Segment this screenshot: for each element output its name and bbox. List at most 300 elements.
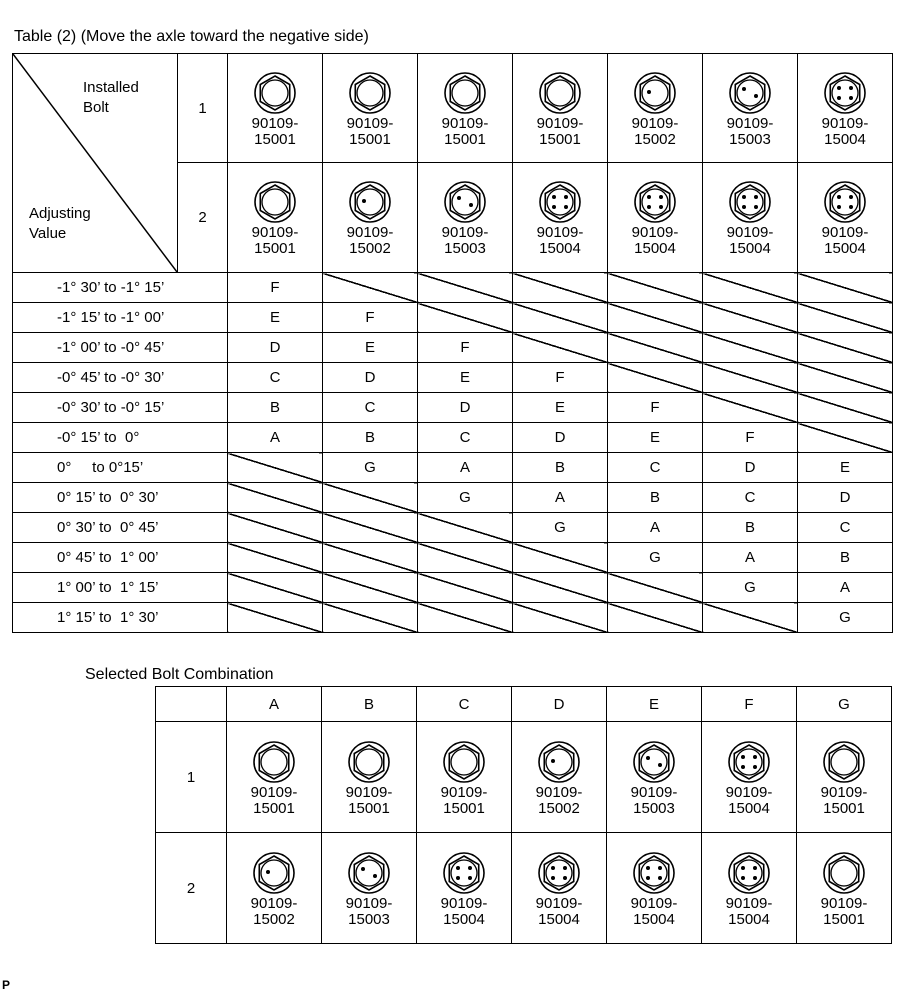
not-applicable-cell	[608, 303, 703, 333]
combo-header: C	[417, 687, 512, 722]
part-number	[822, 225, 869, 257]
combination-letter: D	[703, 453, 798, 483]
combination-letter: F	[608, 393, 703, 423]
bolt-mark-dot	[754, 94, 758, 98]
bolt-row-1-label: 1	[178, 54, 228, 163]
part-number-prefix: 90109-	[346, 224, 394, 241]
bolt-mark-dot	[552, 205, 556, 209]
part-number-suffix: 15001	[254, 240, 296, 257]
not-applicable-cell	[798, 363, 893, 393]
bolt-mark-dot	[646, 876, 650, 880]
bolt-head-icon	[822, 851, 866, 895]
bolt-cell	[322, 722, 417, 833]
part-number-suffix: 15004	[634, 240, 676, 257]
part-number	[441, 785, 488, 817]
part-number-suffix: 15004	[538, 910, 580, 928]
combo-header: E	[607, 687, 702, 722]
bolt-mark-dot	[837, 86, 841, 90]
part-number-suffix: 15002	[253, 910, 295, 928]
bolt-row-2-label: 2	[178, 163, 228, 273]
combo-row-label: 1	[156, 722, 227, 833]
bolt-mark-dot	[837, 96, 841, 100]
part-number	[252, 225, 299, 257]
adjust-value-label: 0° 15’ to 0° 30’	[13, 483, 228, 513]
not-applicable-cell	[513, 303, 608, 333]
adjust-row	[13, 573, 893, 603]
not-applicable-cell	[323, 573, 418, 603]
part-number-suffix: 15003	[444, 240, 486, 257]
bolt-cell	[227, 833, 322, 944]
combination-letter: C	[608, 453, 703, 483]
bolt-head-icon	[537, 851, 581, 895]
part-number-prefix: 90109-	[441, 114, 489, 132]
combination-letter: C	[323, 393, 418, 423]
bolt-mark-dot	[563, 866, 567, 870]
part-number-prefix: 90109-	[725, 894, 773, 912]
part-number	[632, 225, 679, 257]
bolt-mark-dot	[266, 870, 270, 874]
bolt-head-icon	[348, 71, 392, 115]
adjust-row	[13, 303, 893, 333]
bolt-mark-dot	[469, 203, 473, 207]
bolt-cell	[703, 54, 798, 163]
combination-letter: A	[703, 543, 798, 573]
combo-header: A	[227, 687, 322, 722]
bolt-mark-dot	[647, 90, 651, 94]
bolt-cell	[418, 163, 513, 273]
part-number-suffix: 15001	[349, 130, 391, 148]
combination-letter: D	[228, 333, 323, 363]
part-number-suffix: 15001	[348, 799, 390, 817]
part-number-suffix: 15001	[253, 799, 295, 817]
part-number-suffix: 15001	[444, 130, 486, 148]
bolt-cell	[512, 833, 607, 944]
bolt-mark-dot	[551, 759, 555, 763]
part-number-suffix: 15001	[823, 910, 865, 928]
bolt-mark-dot	[754, 205, 758, 209]
part-number	[537, 225, 584, 257]
bolt-cell	[417, 722, 512, 833]
combination-letter: F	[418, 333, 513, 363]
adjust-value-label: -0° 45’ to -0° 30’	[13, 363, 228, 393]
part-number	[727, 116, 774, 148]
installed-label-line2: Bolt	[83, 99, 109, 116]
part-number-prefix: 90109-	[820, 894, 868, 912]
bolt-head-icon	[728, 180, 772, 224]
bolt-mark-dot	[849, 205, 853, 209]
not-applicable-cell	[418, 573, 513, 603]
part-number-suffix: 15004	[728, 799, 770, 817]
adjusting-value-label	[29, 204, 91, 244]
part-number-prefix: 90109-	[630, 894, 678, 912]
combination-letter: D	[513, 423, 608, 453]
part-number	[346, 896, 393, 928]
bolt-mark-dot	[658, 866, 662, 870]
bolt-cell	[513, 163, 608, 273]
bolt-mark-dot	[742, 195, 746, 199]
combination-letter: G	[323, 453, 418, 483]
part-number-suffix: 15004	[443, 910, 485, 928]
bolt-mark-dot	[646, 866, 650, 870]
not-applicable-cell	[703, 393, 798, 423]
adjust-row	[13, 333, 893, 363]
combination-letter: B	[323, 423, 418, 453]
not-applicable-cell	[418, 513, 513, 543]
bolt-mark-dot	[551, 866, 555, 870]
combination-letter: A	[513, 483, 608, 513]
bolt-mark-dot	[659, 195, 663, 199]
adjust-value-label: 0° 30’ to 0° 45’	[13, 513, 228, 543]
bolt-mark-dot	[742, 205, 746, 209]
bolt-mark-dot	[837, 205, 841, 209]
bolt-cell	[323, 163, 418, 273]
bolt-cell	[228, 163, 323, 273]
part-number	[632, 116, 679, 148]
part-number	[441, 896, 488, 928]
combination-letter: E	[418, 363, 513, 393]
bolt-head-icon	[537, 740, 581, 784]
bolt-mark-dot	[658, 763, 662, 767]
bolt-head-icon	[632, 740, 676, 784]
not-applicable-cell	[418, 543, 513, 573]
bolt-head-icon	[823, 180, 867, 224]
not-applicable-cell	[228, 513, 323, 543]
bolt-mark-dot	[551, 876, 555, 880]
adjust-value-label: 1° 00’ to 1° 15’	[13, 573, 228, 603]
bolt-mark-dot	[564, 205, 568, 209]
bolt-mark-dot	[742, 87, 746, 91]
adjust-value-label: 0° 45’ to 1° 00’	[13, 543, 228, 573]
adjustment-table	[12, 53, 893, 633]
not-applicable-cell	[608, 273, 703, 303]
part-number-prefix: 90109-	[441, 224, 489, 241]
part-number-suffix: 15002	[634, 130, 676, 148]
combo-header: F	[702, 687, 797, 722]
part-number-prefix: 90109-	[440, 783, 488, 801]
combo-row-label: 2	[156, 833, 227, 944]
bolt-mark-dot	[563, 876, 567, 880]
adjust-value-label: -1° 30’ to -1° 15’	[13, 273, 228, 303]
bolt-cell	[797, 722, 892, 833]
bolt-combination-table	[155, 686, 892, 944]
bolt-mark-dot	[753, 866, 757, 870]
combination-letter: A	[798, 573, 893, 603]
bolt-head-icon	[633, 71, 677, 115]
part-number-suffix: 15001	[254, 130, 296, 148]
combination-letter: D	[798, 483, 893, 513]
not-applicable-cell	[513, 333, 608, 363]
part-number	[536, 896, 583, 928]
bolt-mark-dot	[753, 765, 757, 769]
bolt-mark-dot	[456, 866, 460, 870]
bolt-head-icon	[442, 851, 486, 895]
not-applicable-cell	[798, 333, 893, 363]
bolt-mark-dot	[647, 195, 651, 199]
part-number	[821, 785, 868, 817]
combination-letter: G	[513, 513, 608, 543]
combination-letter: B	[608, 483, 703, 513]
part-number-prefix: 90109-	[536, 224, 584, 241]
part-number-prefix: 90109-	[631, 224, 679, 241]
combination-letter: B	[703, 513, 798, 543]
combo-header: B	[322, 687, 417, 722]
not-applicable-cell	[418, 273, 513, 303]
combination-letter: D	[418, 393, 513, 423]
bolt-mark-dot	[753, 876, 757, 880]
bolt-mark-dot	[659, 205, 663, 209]
bolt-mark-dot	[741, 755, 745, 759]
part-number-prefix: 90109-	[250, 894, 298, 912]
combination-letter: E	[798, 453, 893, 483]
adjusting-label-line1: Adjusting	[29, 205, 91, 222]
bolt-cell	[228, 54, 323, 163]
part-number	[727, 225, 774, 257]
bolt-mark-dot	[741, 866, 745, 870]
combination-letter: F	[228, 273, 323, 303]
bolt-mark-dot	[754, 195, 758, 199]
part-number	[821, 896, 868, 928]
not-applicable-cell	[703, 603, 798, 633]
not-applicable-cell	[798, 273, 893, 303]
bolt-head-icon	[443, 71, 487, 115]
adjust-row	[13, 363, 893, 393]
bolt-mark-dot	[646, 756, 650, 760]
bolt-cell	[322, 833, 417, 944]
bolt-cell	[608, 54, 703, 163]
part-number	[726, 896, 773, 928]
not-applicable-cell	[608, 573, 703, 603]
part-number-prefix: 90109-	[725, 783, 773, 801]
combo-corner	[156, 687, 227, 722]
bolt-mark-dot	[849, 86, 853, 90]
part-number-suffix: 15003	[729, 130, 771, 148]
combination-letter: B	[228, 393, 323, 423]
combination-letter: C	[703, 483, 798, 513]
bolt-mark-dot	[837, 195, 841, 199]
not-applicable-cell	[513, 573, 608, 603]
part-number	[536, 785, 583, 817]
not-applicable-cell	[323, 603, 418, 633]
part-number-prefix: 90109-	[821, 114, 869, 132]
not-applicable-cell	[608, 603, 703, 633]
part-number-suffix: 15003	[348, 910, 390, 928]
not-applicable-cell	[323, 543, 418, 573]
not-applicable-cell	[608, 363, 703, 393]
part-number-prefix: 90109-	[821, 224, 869, 241]
bolt-mark-dot	[564, 195, 568, 199]
part-number-prefix: 90109-	[251, 224, 299, 241]
bolt-cell	[703, 163, 798, 273]
bolt-mark-dot	[753, 755, 757, 759]
adjust-row	[13, 483, 893, 513]
part-number-suffix: 15002	[538, 799, 580, 817]
bolt-mark-dot	[457, 196, 461, 200]
not-applicable-cell	[703, 273, 798, 303]
combination-letter: G	[608, 543, 703, 573]
part-number-suffix: 15002	[349, 240, 391, 257]
diagonal-header	[13, 54, 178, 273]
not-applicable-cell	[703, 363, 798, 393]
not-applicable-cell	[703, 333, 798, 363]
not-applicable-cell	[323, 483, 418, 513]
combination-letter: E	[608, 423, 703, 453]
not-applicable-cell	[228, 543, 323, 573]
part-number-prefix: 90109-	[536, 114, 584, 132]
adjust-value-label: -1° 00’ to -0° 45’	[13, 333, 228, 363]
combination-letter: F	[513, 363, 608, 393]
bolt-mark-dot	[468, 876, 472, 880]
part-number-suffix: 15003	[633, 799, 675, 817]
bolt-head-icon	[347, 740, 391, 784]
adjust-value-label: 0° to 0°15’	[13, 453, 228, 483]
adjust-row	[13, 513, 893, 543]
combination-letter: C	[228, 363, 323, 393]
bolt-mark-dot	[552, 195, 556, 199]
part-number-prefix: 90109-	[535, 894, 583, 912]
part-number-prefix: 90109-	[630, 783, 678, 801]
not-applicable-cell	[228, 453, 323, 483]
not-applicable-cell	[608, 333, 703, 363]
part-number-suffix: 15004	[539, 240, 581, 257]
part-number-prefix: 90109-	[820, 783, 868, 801]
part-number	[347, 116, 394, 148]
combo-header: G	[797, 687, 892, 722]
bolt-head-icon	[538, 71, 582, 115]
installed-label-line1: Installed	[83, 79, 139, 96]
not-applicable-cell	[798, 303, 893, 333]
bolt-head-icon	[727, 851, 771, 895]
bolt-cell	[417, 833, 512, 944]
bolt-mark-dot	[849, 195, 853, 199]
bolt-mark-dot	[647, 205, 651, 209]
bolt-mark-dot	[741, 876, 745, 880]
bolt-cell	[702, 833, 797, 944]
bolt-head-icon	[538, 180, 582, 224]
combination-letter: A	[418, 453, 513, 483]
part-number	[346, 785, 393, 817]
bolt-mark-dot	[468, 866, 472, 870]
table2-title: Selected Bolt Combination	[85, 666, 274, 683]
not-applicable-cell	[228, 483, 323, 513]
combination-letter: D	[323, 363, 418, 393]
bolt-mark-dot	[361, 867, 365, 871]
part-number	[347, 225, 394, 257]
not-applicable-cell	[323, 513, 418, 543]
combination-letter: G	[798, 603, 893, 633]
bolt-mark-dot	[373, 874, 377, 878]
part-number-prefix: 90109-	[345, 894, 393, 912]
combination-letter: G	[703, 573, 798, 603]
combination-letter: A	[608, 513, 703, 543]
bolt-cell	[798, 163, 893, 273]
part-number	[251, 785, 298, 817]
bolt-head-icon	[252, 740, 296, 784]
part-number	[251, 896, 298, 928]
combination-letter: F	[323, 303, 418, 333]
part-number-suffix: 15004	[824, 130, 866, 148]
bolt-head-icon	[633, 180, 677, 224]
combination-letter: A	[228, 423, 323, 453]
part-number-prefix: 90109-	[726, 114, 774, 132]
bolt-head-icon	[728, 71, 772, 115]
bolt-cell	[607, 833, 702, 944]
combo-header: D	[512, 687, 607, 722]
adjust-row	[13, 423, 893, 453]
part-number-suffix: 15004	[728, 910, 770, 928]
bolt-head-icon	[442, 740, 486, 784]
not-applicable-cell	[228, 603, 323, 633]
combination-letter: E	[323, 333, 418, 363]
part-number-prefix: 90109-	[251, 114, 299, 132]
bolt-cell	[702, 722, 797, 833]
combination-letter: C	[798, 513, 893, 543]
bolt-head-icon	[632, 851, 676, 895]
adjust-row	[13, 273, 893, 303]
bolt-head-icon	[347, 851, 391, 895]
not-applicable-cell	[798, 393, 893, 423]
installed-bolt-label	[83, 78, 139, 118]
adjust-value-label: -0° 15’ to 0°	[13, 423, 228, 453]
not-applicable-cell	[513, 273, 608, 303]
not-applicable-cell	[418, 303, 513, 333]
bolt-mark-dot	[456, 876, 460, 880]
part-number	[442, 225, 489, 257]
not-applicable-cell	[323, 273, 418, 303]
part-number	[631, 785, 678, 817]
adjust-row	[13, 393, 893, 423]
part-number	[631, 896, 678, 928]
not-applicable-cell	[798, 423, 893, 453]
footer-mark: P	[2, 978, 11, 992]
bolt-head-icon	[348, 180, 392, 224]
part-number-prefix: 90109-	[535, 783, 583, 801]
part-number	[252, 116, 299, 148]
bolt-cell	[512, 722, 607, 833]
bolt-cell	[608, 163, 703, 273]
bolt-cell	[227, 722, 322, 833]
bolt-head-icon	[252, 851, 296, 895]
part-number-suffix: 15004	[633, 910, 675, 928]
adjust-row	[13, 603, 893, 633]
bolt-mark-dot	[658, 876, 662, 880]
combination-letter: E	[228, 303, 323, 333]
bolt-head-icon	[253, 180, 297, 224]
part-number-prefix: 90109-	[345, 783, 393, 801]
part-number-prefix: 90109-	[726, 224, 774, 241]
bolt-head-icon	[822, 740, 866, 784]
not-applicable-cell	[703, 303, 798, 333]
combination-letter: B	[798, 543, 893, 573]
bolt-mark-dot	[741, 765, 745, 769]
bolt-cell	[607, 722, 702, 833]
bolt-cell	[513, 54, 608, 163]
table1-title: Table (2) (Move the axle toward the negative side)	[14, 28, 369, 45]
combination-letter: F	[703, 423, 798, 453]
part-number-prefix: 90109-	[440, 894, 488, 912]
adjust-value-label: -0° 30’ to -0° 15’	[13, 393, 228, 423]
combination-letter: G	[418, 483, 513, 513]
part-number-prefix: 90109-	[631, 114, 679, 132]
part-number-prefix: 90109-	[250, 783, 298, 801]
part-number-suffix: 15001	[539, 130, 581, 148]
combination-letter: E	[513, 393, 608, 423]
not-applicable-cell	[513, 543, 608, 573]
combination-letter: C	[418, 423, 513, 453]
bolt-cell	[323, 54, 418, 163]
adjust-value-label: 1° 15’ to 1° 30’	[13, 603, 228, 633]
part-number-suffix: 15001	[443, 799, 485, 817]
bolt-head-icon	[823, 71, 867, 115]
